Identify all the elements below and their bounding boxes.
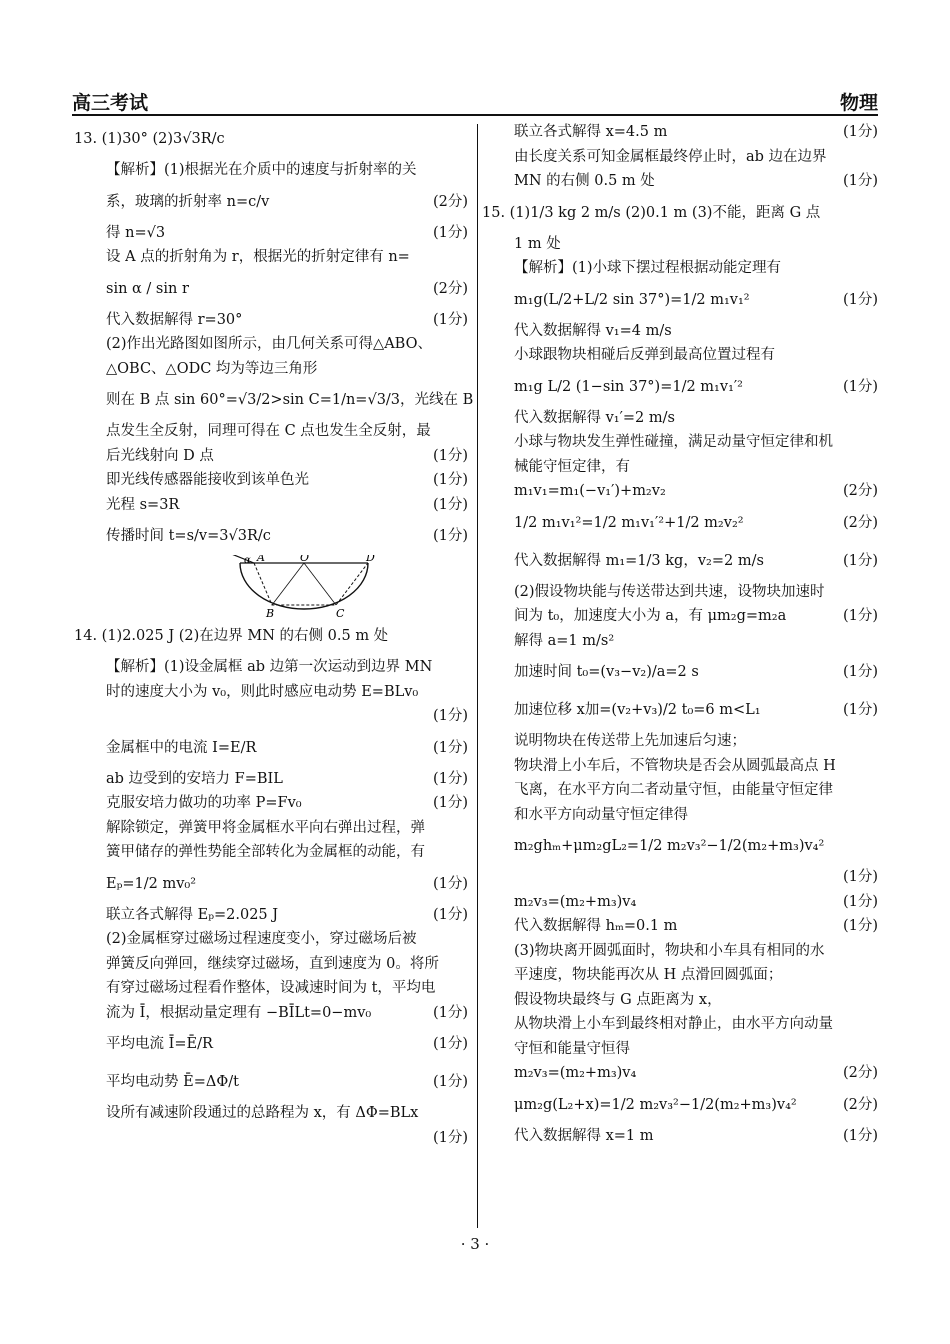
line-text: ab 边受到的安培力 F=BIL xyxy=(106,770,283,787)
fig-label-alpha: α xyxy=(244,555,251,566)
line-text: 流为 Ī，根据动量定理有 −BĪLt=0−mv₀ xyxy=(106,1004,372,1021)
score-points: (1分) xyxy=(842,291,878,308)
solution-line xyxy=(482,803,878,828)
line-text: 从物块滑上小车到最终相对静止，由水平方向动量 xyxy=(514,1016,833,1032)
solution-line xyxy=(74,952,468,977)
line-text: 克服安培力做功的功率 P=Fv₀ xyxy=(106,795,302,811)
score-points: (1分) xyxy=(432,447,468,464)
solution-line xyxy=(482,963,878,988)
line-text: 点发生全反射，同理可得在 C 点也发生全反射，最 xyxy=(106,423,431,439)
line-text: 得 n=√3 xyxy=(106,224,166,241)
solution-line xyxy=(482,988,878,1013)
line-text: 平均电动势 Ē=ΔΦ/t xyxy=(106,1074,239,1090)
line-text: m₁v₁=m₁(−v₁′)+m₂v₂ xyxy=(514,483,666,499)
line-text: m₁g L/2 (1−sin 37°)=1/2 m₁v₁′² xyxy=(514,378,743,395)
solution-line xyxy=(482,754,878,779)
line-text: 代入数据解得 v₁=4 m/s xyxy=(514,322,672,339)
solution-line xyxy=(482,1086,878,1124)
solution-line xyxy=(74,517,468,555)
line-text: 小球跟物块相碰后反弹到最高位置过程有 xyxy=(514,347,775,363)
line-text: 1/2 m₁v₁²=1/2 m₁v₁′²+1/2 m₂v₂² xyxy=(514,514,744,531)
line-text: 设 A 点的折射角为 r，根据光的折射定律有 n= xyxy=(106,249,410,265)
line-text: m₂v₃=(m₂+m₃)v₄ xyxy=(514,893,637,910)
solution-line xyxy=(482,629,878,654)
line-text: m₂v₃=(m₂+m₃)v₄ xyxy=(514,1065,637,1081)
line-text: 则在 B 点 sin 60°=√3/2>sin C=1/n=√3/3，光线在 B xyxy=(106,392,474,408)
line-text: MN 的右侧 0.5 m 处 xyxy=(514,173,655,189)
solution-line xyxy=(482,281,878,319)
solution-line xyxy=(482,778,878,803)
score-points: (1分) xyxy=(842,173,878,189)
page-header xyxy=(72,88,878,114)
q15-solution xyxy=(482,256,878,1148)
line-text: (2)作出光路图如图所示，由几何关系可得△ABO、 xyxy=(106,336,432,352)
solution-line xyxy=(482,1037,878,1062)
score-points: (1分) xyxy=(842,378,878,395)
solution-line xyxy=(482,504,878,542)
solution-line xyxy=(74,767,468,792)
score-points: (1分) xyxy=(432,1004,468,1021)
line-text: (2)金属框穿过磁场过程速度变小，穿过磁场后被 xyxy=(106,931,417,947)
q15-answer-cont: 1 m 处 xyxy=(514,235,561,252)
q13-solution xyxy=(74,158,474,555)
solution-line xyxy=(74,444,468,469)
fig-label-b: B xyxy=(266,607,275,617)
solution-line xyxy=(482,865,878,890)
solution-line xyxy=(74,903,468,928)
solution-line xyxy=(482,580,878,605)
semicircle-diagram xyxy=(74,555,468,617)
score-points: (1分) xyxy=(432,1036,468,1052)
line-text: μm₂g(L₂+x)=1/2 m₂v₃²−1/2(m₂+m₃)v₄² xyxy=(514,1096,797,1113)
solution-line xyxy=(74,791,468,816)
score-points: (1分) xyxy=(432,906,468,923)
score-points: (1分) xyxy=(432,1129,468,1146)
line-text: 间为 t₀，加速度大小为 a，有 μm₂g=m₂a xyxy=(514,608,787,624)
score-points: (1分) xyxy=(432,770,468,787)
solution-line xyxy=(74,680,468,705)
solution-line xyxy=(74,1126,468,1151)
q15-answer: 15. (1)1/3 kg 2 m/s (2)0.1 m (3)不能，距离 G 点 xyxy=(482,204,821,221)
line-text: 弹簧反向弹回，继续穿过磁场，直到速度为 0。将所 xyxy=(106,955,439,972)
solution-line xyxy=(74,183,468,221)
solution-line xyxy=(482,343,878,368)
score-points: (2分) xyxy=(842,1065,878,1081)
line-text: 解得 a=1 m/s² xyxy=(514,632,615,649)
solution-line xyxy=(74,655,468,680)
solution-line xyxy=(482,1124,878,1149)
solution-line xyxy=(482,406,878,431)
solution-line xyxy=(482,542,878,580)
line-text: 小球与物块发生弹性碰撞，满足动量守恒定律和机 xyxy=(514,434,833,450)
score-points: (1分) xyxy=(842,608,878,624)
line-text: △OBC、△ODC 均为等边三角形 xyxy=(106,360,318,377)
score-points: (1分) xyxy=(432,224,468,241)
score-points: (1分) xyxy=(432,739,468,756)
line-text: sin α / sin r xyxy=(106,280,189,297)
solution-line xyxy=(74,1101,468,1126)
score-points: (1分) xyxy=(842,869,878,885)
score-points: (2分) xyxy=(842,483,878,499)
page-number: · 3 · xyxy=(460,1235,490,1253)
score-points: (1分) xyxy=(432,472,468,488)
light-path-figure xyxy=(74,555,468,617)
solution-line xyxy=(74,1025,468,1063)
solution-line xyxy=(482,653,878,691)
score-points: (1分) xyxy=(432,1074,468,1090)
solution-line xyxy=(482,1012,878,1037)
solution-line xyxy=(482,939,878,964)
line-text: 【解析】(1)设金属框 ab 边第一次运动到边界 MN xyxy=(106,659,433,675)
line-text: 即光线传感器能接收到该单色光 xyxy=(106,472,309,488)
line-text: m₁g(L/2+L/2 sin 37°)=1/2 m₁v₁² xyxy=(514,291,750,308)
line-text: 后光线射向 D 点 xyxy=(106,447,214,464)
solution-line xyxy=(482,430,878,455)
solution-line xyxy=(74,270,468,308)
exam-title: 高三考试 xyxy=(72,92,149,114)
solution-line xyxy=(74,493,468,518)
score-points: (2分) xyxy=(432,193,468,210)
line-text: 代入数据解得 hₘ=0.1 m xyxy=(514,918,678,934)
line-text: 和水平方向动量守恒定律得 xyxy=(514,806,688,823)
score-points: (2分) xyxy=(842,514,878,531)
right-column xyxy=(482,120,878,1148)
solution-line xyxy=(74,245,468,270)
line-text: 代入数据解得 r=30° xyxy=(106,311,243,328)
fig-label-a: A xyxy=(257,555,265,564)
line-text: 飞离，在水平方向二者动量守恒，由能量守恒定律 xyxy=(514,782,833,798)
q14-solution xyxy=(74,655,468,1150)
solution-line xyxy=(482,1061,878,1086)
fig-label-o: O xyxy=(300,555,310,564)
fig-label-d: D xyxy=(366,555,375,564)
left-column xyxy=(74,120,474,1150)
line-text: 平均电流 Ī=Ē/R xyxy=(106,1036,213,1052)
solution-line xyxy=(74,357,468,382)
solution-line xyxy=(482,145,878,170)
solution-line xyxy=(74,816,468,841)
score-points: (1分) xyxy=(432,875,468,892)
solution-line xyxy=(74,419,468,444)
line-text: 联立各式解得 x=4.5 m xyxy=(514,124,668,140)
line-text: 加速位移 x加=(v₂+v₃)/2 t₀=6 m<L₁ xyxy=(514,702,761,718)
line-text: 平速度，物块能再次从 H 点滑回圆弧面； xyxy=(514,967,783,983)
q14-continuation xyxy=(482,120,878,194)
solution-line xyxy=(74,865,468,903)
score-points: (1分) xyxy=(842,918,878,934)
score-points: (1分) xyxy=(432,496,468,513)
solution-line xyxy=(482,256,878,281)
line-text: 系，玻璃的折射率 n=c/v xyxy=(106,193,270,210)
solution-line xyxy=(74,976,468,1001)
line-text: 【解析】(1)小球下摆过程根据动能定理有 xyxy=(514,260,782,276)
score-points: (1分) xyxy=(842,702,878,718)
line-text: 代入数据解得 x=1 m xyxy=(514,1127,654,1144)
line-text: 有穿过磁场过程看作整体，设减速时间为 t，平均电 xyxy=(106,980,436,996)
line-text: 簧甲储存的弹性势能全部转化为金属框的动能，有 xyxy=(106,844,425,860)
line-text: 械能守恒定律，有 xyxy=(514,458,630,475)
solution-line xyxy=(74,308,468,333)
score-points: (2分) xyxy=(432,280,468,297)
solution-line xyxy=(74,332,468,357)
solution-line xyxy=(482,914,878,939)
header-rule xyxy=(72,114,878,116)
solution-line xyxy=(482,691,878,729)
score-points: (1分) xyxy=(842,124,878,140)
line-text: 时的速度大小为 v₀，则此时感应电动势 E=BLv₀ xyxy=(106,683,419,700)
q14-answer: 14. (1)2.025 J (2)在边界 MN 的右侧 0.5 m 处 xyxy=(74,628,389,644)
solution-line xyxy=(482,729,878,754)
line-text: 由长度关系可知金属框最终停止时，ab 边在边界 xyxy=(514,148,827,165)
solution-line xyxy=(74,1001,468,1026)
solution-line xyxy=(74,1063,468,1101)
solution-line xyxy=(74,158,468,183)
solution-line xyxy=(482,604,878,629)
line-text: 解除锁定，弹簧甲将金属框水平向右弹出过程，弹 xyxy=(106,819,425,836)
line-text: 联立各式解得 Eₚ=2.025 J xyxy=(106,906,279,923)
solution-line xyxy=(482,169,878,194)
line-text: 物块滑上小车后，不管物块是否会从圆弧最高点 H xyxy=(514,757,836,774)
solution-line xyxy=(74,927,468,952)
solution-line xyxy=(74,704,468,729)
line-text: (2)假设物块能与传送带达到共速，设物块加速时 xyxy=(514,583,825,600)
fig-label-c: C xyxy=(336,607,345,617)
solution-line xyxy=(482,368,878,406)
score-points: (1分) xyxy=(842,893,878,910)
solution-line xyxy=(482,120,878,145)
solution-line xyxy=(482,455,878,480)
subject-title: 物理 xyxy=(839,92,878,114)
line-text: 金属框中的电流 I=E/R xyxy=(106,739,257,756)
solution-line xyxy=(482,319,878,344)
line-text: 加速时间 t₀=(v₃−v₂)/a=2 s xyxy=(514,664,699,680)
score-points: (1分) xyxy=(432,528,468,544)
solution-line xyxy=(482,827,878,865)
solution-line xyxy=(74,381,474,419)
line-text: 传播时间 t=s/v=3√3R/c xyxy=(106,528,271,544)
line-text: 代入数据解得 m₁=1/3 kg，v₂=2 m/s xyxy=(514,552,764,569)
line-text: 【解析】(1)根据光在介质中的速度与折射率的关 xyxy=(106,162,417,178)
score-points: (1分) xyxy=(842,664,878,680)
line-text: 设所有减速阶段通过的总路程为 x，有 ΔΦ=BLx xyxy=(106,1105,419,1121)
line-text: Eₚ=1/2 mv₀² xyxy=(106,875,197,892)
score-points: (1分) xyxy=(432,311,468,328)
line-text: 守恒和能量守恒得 xyxy=(514,1040,630,1057)
solution-line xyxy=(482,479,878,504)
score-points: (1分) xyxy=(842,1127,878,1144)
score-points: (1分) xyxy=(432,708,468,724)
score-points: (2分) xyxy=(842,1096,878,1113)
line-text: 说明物块在传送带上先加速后匀速； xyxy=(514,733,746,749)
solution-line xyxy=(482,890,878,915)
solution-line xyxy=(74,468,468,493)
solution-line xyxy=(74,221,468,246)
solution-line xyxy=(74,840,468,865)
solution-line xyxy=(74,729,468,767)
column-divider xyxy=(477,124,478,1228)
line-text: m₂ghₘ+μm₂gL₂=1/2 m₂v₃²−1/2(m₂+m₃)v₄² xyxy=(514,838,825,854)
line-text: 光程 s=3R xyxy=(106,496,180,513)
score-points: (1分) xyxy=(432,795,468,811)
q13-answer: 13. (1)30° (2)3√3R/c xyxy=(74,131,225,147)
score-points: (1分) xyxy=(842,552,878,569)
line-text: 假设物块最终与 G 点距离为 x， xyxy=(514,991,722,1008)
line-text: (3)物块离开圆弧面时，物块和小车具有相同的水 xyxy=(514,942,825,959)
line-text: 代入数据解得 v₁′=2 m/s xyxy=(514,409,675,426)
